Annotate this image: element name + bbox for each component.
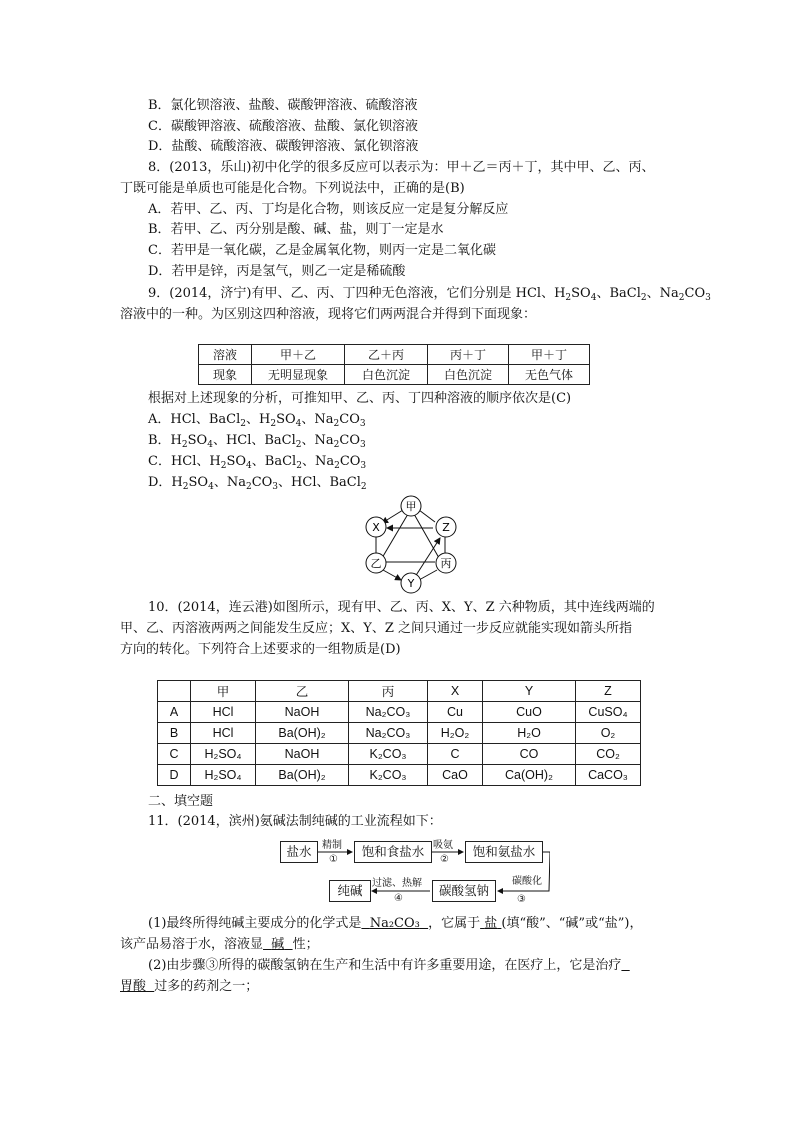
- edge-yi-y: [383, 570, 401, 580]
- q8-stem-line1: 8．(2013，乐山)初中化学的很多反应可以表示为：甲＋乙＝丙＋丁，其中甲、乙、丙、: [148, 160, 655, 175]
- q11-part1-line1: (1)最终所得纯碱主要成分的化学式是 Na₂CO₃ ，它属于 盐 (填“酸”、“碱”或“盐”)，: [148, 916, 643, 931]
- q10-stem-line2: 甲、乙、丙溶液两两之间能发生反应；X、Y、Z 之间只通过一步反应就能实现如箭头所指: [120, 621, 633, 636]
- node-label-y: Y: [407, 577, 415, 590]
- q9-option-d: D．$H_2SO_4$、$Na_2CO_3$、HCl、BaCl$_2$: [148, 475, 367, 492]
- q9-option-c: C．HCl、$H_2SO_4$、BaCl$_2$、$Na_2CO_3$: [148, 454, 367, 471]
- node-label-bing: 丙: [440, 557, 452, 570]
- flow-step-1: ①: [329, 854, 338, 865]
- edge-jia-z: [419, 510, 435, 522]
- q8-option-c: C．若甲是一氧化碳，乙是金属氧化物，则丙一定是二氧化碳: [148, 243, 496, 258]
- flow-label-absorb-ammonia: 吸氨: [433, 840, 453, 851]
- reaction-hexagon-diagram: [355, 494, 467, 594]
- q10-stem-line1: 10．(2014，连云港)如图所示，现有甲、乙、丙、X、Y、Z 六种物质，其中连线两端的: [148, 600, 655, 615]
- q8-option-a: A．若甲、乙、丙、丁均是化合物，则该反应一定是复分解反应: [148, 202, 509, 217]
- section-heading: 二、填空题: [148, 794, 214, 809]
- table-row: C H₂SO₄ NaOH K₂CO₃ C CO CO₂: [158, 744, 641, 765]
- table-row: 现象 无明显现象 白色沉淀 白色沉淀 无色气体: [199, 365, 590, 385]
- flow-step-2: ②: [440, 854, 449, 865]
- q7-option-c: C．碳酸钾溶液、硫酸溶液、盐酸、氯化钡溶液: [148, 119, 418, 134]
- q10-stem-line3: 方向的转化。下列符合上述要求的一组物质是(D): [120, 642, 401, 657]
- edge-jia-bing: [414, 514, 439, 558]
- q11-part1-line2: 该产品易溶于水，溶液显 碱 性；: [120, 937, 319, 952]
- edge-jia-x: [382, 510, 403, 523]
- node-label-jia: 甲: [405, 500, 417, 513]
- node-label-yi: 乙: [370, 557, 382, 570]
- node-label-z: Z: [442, 521, 450, 534]
- q7-option-b: B．氯化钡溶液、盐酸、碳酸钾溶液、硫酸溶液: [148, 98, 418, 113]
- table-row: A HCl NaOH Na₂CO₃ Cu CuO CuSO₄: [158, 702, 641, 723]
- flow-box-ammonia-brine: 饱和氨盐水: [465, 841, 543, 863]
- answer-category: 盐: [484, 916, 498, 931]
- table-row: 甲 乙 丙 X Y Z: [158, 681, 641, 702]
- edge-bing-y: [419, 570, 437, 580]
- flow-box-soda-ash: 纯碱: [329, 880, 371, 902]
- q9-observation-table: [198, 344, 590, 385]
- q11-process-flowchart: [280, 838, 550, 908]
- flow-step-4: ④: [394, 893, 403, 904]
- q11-intro: 11．(2014，滨州)氨碱法制纯碱的工业流程如下：: [148, 814, 442, 829]
- answer-formula: Na₂CO₃: [369, 916, 420, 931]
- table-row: B HCl Ba(OH)₂ Na₂CO₃ H₂O₂ H₂O O₂: [158, 723, 641, 744]
- flow-step-3: ③: [517, 894, 526, 905]
- answer-use: 胃酸: [120, 979, 147, 994]
- flow-label-filter-pyrolysis: 过滤、热解: [372, 878, 422, 889]
- flow-label-carbonation: 碳酸化: [512, 876, 542, 887]
- q7-option-d: D．盐酸、硫酸溶液、碳酸钾溶液、氯化钡溶液: [148, 139, 419, 154]
- flow-box-sodium-bicarbonate: 碳酸氢钠: [432, 880, 496, 902]
- flow-arrows: [280, 838, 550, 908]
- q9-stem-line2: 溶液中的一种。为区别这四种溶液，现将它们两两混合并得到下面现象：: [120, 307, 537, 322]
- q9-stem-line1: 9．(2014，济宁)有甲、乙、丙、丁四种无色溶液，它们分别是 HCl、$H_2SO_4$、BaCl$_2$、$Na_2CO_3$: [148, 286, 711, 303]
- q8-option-b: B．若甲、乙、丙分别是酸、碱、盐，则丁一定是水: [148, 222, 444, 237]
- table-row: 溶液 甲＋乙 乙＋丙 丙＋丁 甲＋丁: [199, 345, 590, 365]
- answer-property: 碱: [271, 937, 285, 952]
- flow-box-brine: 盐水: [280, 841, 318, 863]
- flow-box-saturated-brine: 饱和食盐水: [354, 841, 432, 863]
- q9-question: 根据对上述现象的分析，可推知甲、乙、丙、丁四种溶液的顺序依次是(C): [148, 391, 572, 406]
- q11-part2-line2: 胃酸 过多的药剂之一；: [120, 979, 259, 994]
- node-label-x: X: [372, 521, 380, 534]
- q11-part2-line1: (2)由步骤③所得的碳酸氢钠在生产和生活中有许多重要用途，在医疗上，它是治疗: [148, 958, 622, 973]
- edge-y-z: [413, 538, 440, 580]
- flow-label-refine: 精制: [322, 840, 342, 851]
- q9-option-a: A．HCl、BaCl$_2$、$H_2SO_4$、$Na_2CO_3$: [148, 412, 366, 429]
- q10-substance-table: [157, 680, 641, 786]
- table-row: D H₂SO₄ Ba(OH)₂ K₂CO₃ CaO Ca(OH)₂ CaCO₃: [158, 765, 641, 786]
- q8-option-d: D．若甲是锌，丙是氢气，则乙一定是稀硫酸: [148, 264, 406, 279]
- q9-option-b: B．$H_2SO_4$、HCl、BaCl$_2$、$Na_2CO_3$: [148, 433, 366, 450]
- q8-stem-line2: 丁既可能是单质也可能是化合物。下列说法中，正确的是(B): [120, 181, 465, 196]
